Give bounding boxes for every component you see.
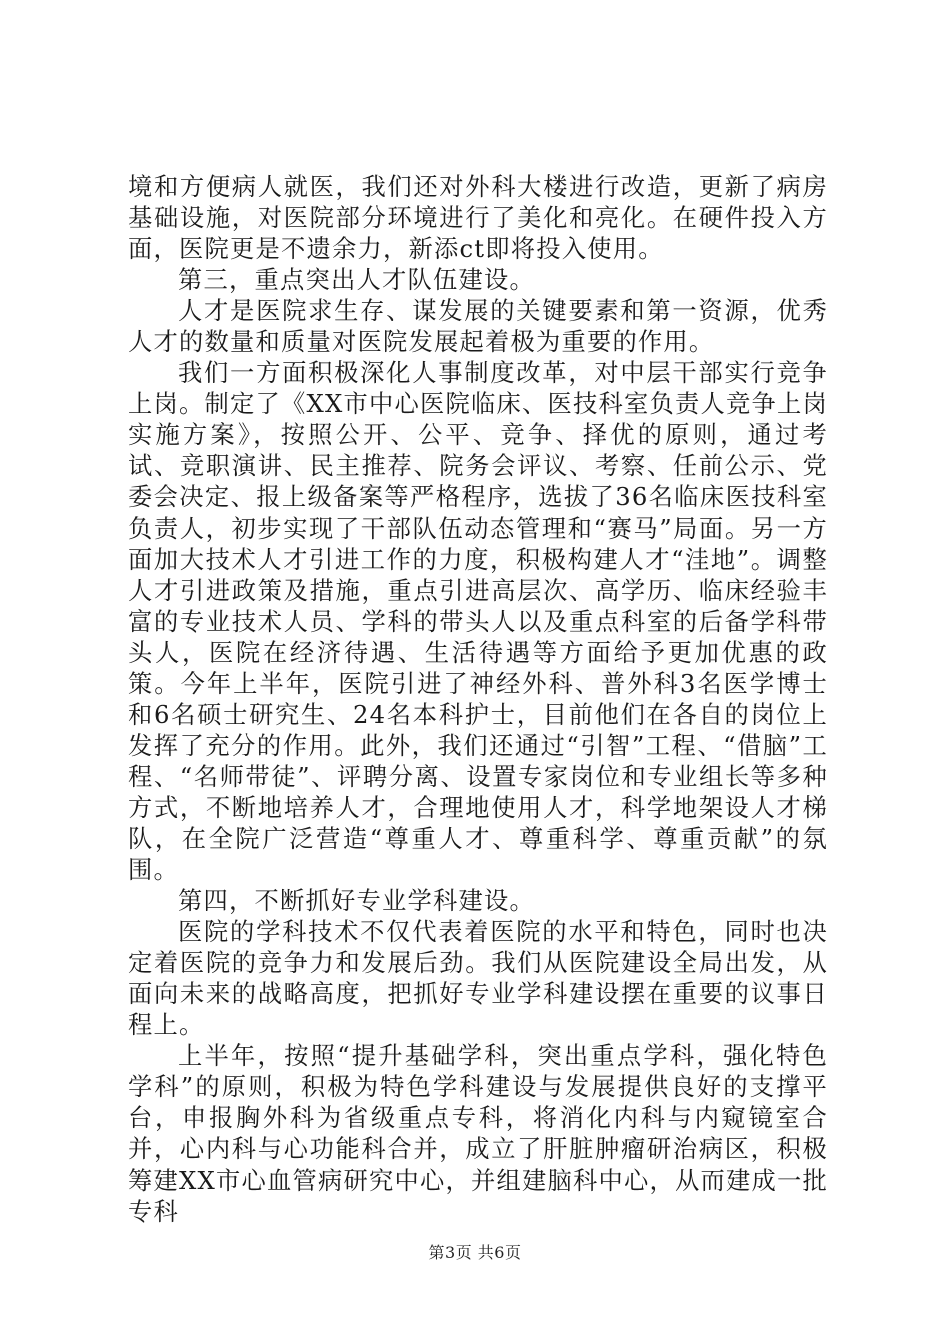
paragraph-hardware: 境和方便病人就医，我们还对外科大楼进行改造，更新了病房基础设施，对医院部分环境进行了美化和亮化。在硬件投入方面，医院更是不遗余力，新添ct即将投入使用。 — [128, 172, 828, 264]
paragraph-personnel-reform: 我们一方面积极深化人事制度改革，对中层干部实行竞争上岗。制定了《XX市中心医院临床、医技科室负责人竞争上岗实施方案》，按照公开、公平、竞争、择优的原则，通过考试、竞职演讲、民主推荐、院务会评议、考察、任前公示、党委会决定、报上级备案等严格程序，选拔了36名临床医技科室负责人，初步实现了干部队伍动态管理和“赛马”局面。另一方面加大技术人才引进工作的力度，积极构建人才“洼地”。调整人才引进政策及措施，重点引进高层次、高学历、临床经验丰富的专业技术人员、学科的带头人以及重点科室的后备学科带头人，医院在经济待遇、生活待遇等方面给予更加优惠的政策。今年上半年，医院引进了神经外科、普外科3名医学博士和6名硕士研究生、24名本科护士，目前他们在各自的岗位上发挥了充分的作用。此外，我们还通过“引智”工程、“借脑”工程、“名师带徒”、评聘分离、设置专家岗位和专业组长等多种方式，不断地培养人才，合理地使用人才，科学地架设人才梯队，在全院广泛营造“尊重人才、尊重科学、尊重贡献”的氛围。 — [128, 358, 828, 885]
paragraph-discipline-intro: 医院的学科技术不仅代表着医院的水平和特色，同时也决定着医院的竞争力和发展后劲。我们从医院建设全局出发，从面向未来的战略高度，把抓好专业学科建设摆在重要的议事日程上。 — [128, 917, 828, 1040]
paragraph-discipline-actions: 上半年，按照“提升基础学科，突出重点学科，强化特色学科”的原则，积极为特色学科建设与发展提供良好的支撑平台，申报胸外科为省级重点专科，将消化内科与内窥镜室合并，心内科与心功能科合并，成立了肝脏肿瘤研治病区，积极筹建XX市心血管病研究中心，并组建脑科中心，从而建成一批专科 — [128, 1041, 828, 1226]
paragraph-talent-intro: 人才是医院求生存、谋发展的关键要素和第一资源，优秀人才的数量和质量对医院发展起着极为重要的作用。 — [128, 296, 828, 357]
page-body — [128, 171, 828, 1227]
heading-discipline-building: 第四，不断抓好专业学科建设。 — [178, 886, 535, 916]
heading-talent-team: 第三，重点突出人才队伍建设。 — [178, 265, 535, 295]
page-number-footer: 第3页 共6页 — [428, 1243, 522, 1262]
